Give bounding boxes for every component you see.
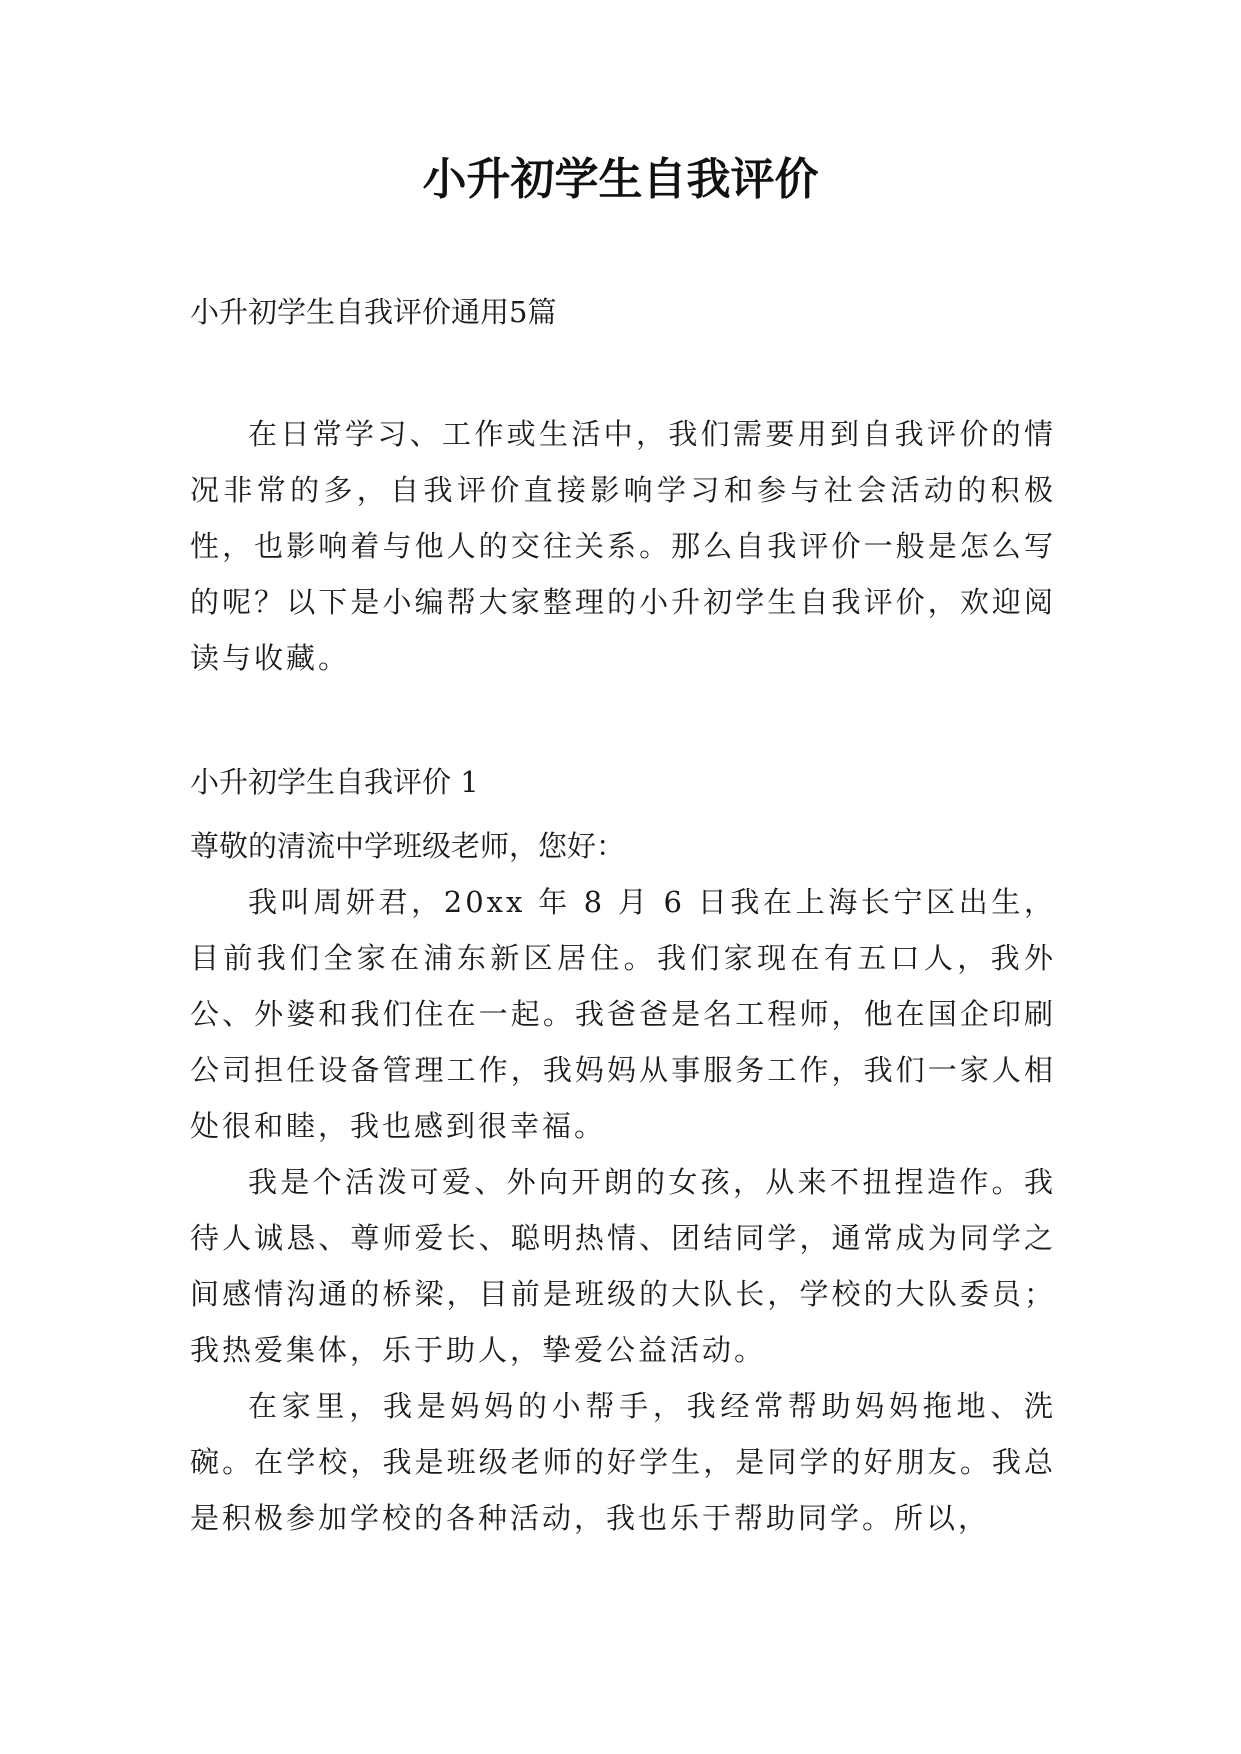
document-subtitle: 小升初学生自我评价通用5篇 xyxy=(190,295,557,329)
document-title: 小升初学生自我评价 xyxy=(422,154,819,205)
body-paragraph: 在家里，我是妈妈的小帮手，我经常帮助妈妈拖地、洗碗。在学校，我是班级老师的好学生，是同学的好朋友。我总是积极参加学校的各种活动，我也乐于帮助同学。所以， xyxy=(190,1389,1056,1535)
section-heading: 小升初学生自我评价 1 xyxy=(190,765,479,799)
letter-greeting: 尊敬的清流中学班级老师，您好： xyxy=(190,829,626,863)
intro-paragraph: 在日常学习、工作或生活中，我们需要用到自我评价的情况非常的多，自我评价直接影响学习和参与社会活动的积极性，也影响着与他人的交往关系。那么自我评价一般是怎么写的呢？以下是小编帮大家整理的小升初学生自我评价，欢迎阅读与收藏。 xyxy=(190,417,1056,675)
body-paragraph: 我是个活泼可爱、外向开朗的女孩，从来不扭捏造作。我待人诚恳、尊师爱长、聪明热情、团结同学，通常成为同学之间感情沟通的桥梁，目前是班级的大队长，学校的大队委员；我热爱集体，乐于助人，挚爱公益活动。 xyxy=(190,1165,1056,1367)
body-paragraph: 我叫周妍君，20xx 年 8 月 6 日我在上海长宁区出生，目前我们全家在浦东新区居住。我们家现在有五口人，我外公、外婆和我们住在一起。我爸爸是名工程师，他在国企印刷公司担任设备管理工作，我妈妈从事服务工作，我们一家人相处很和睦，我也感到很幸福。 xyxy=(190,885,1056,1143)
letter-body xyxy=(190,818,1056,1546)
